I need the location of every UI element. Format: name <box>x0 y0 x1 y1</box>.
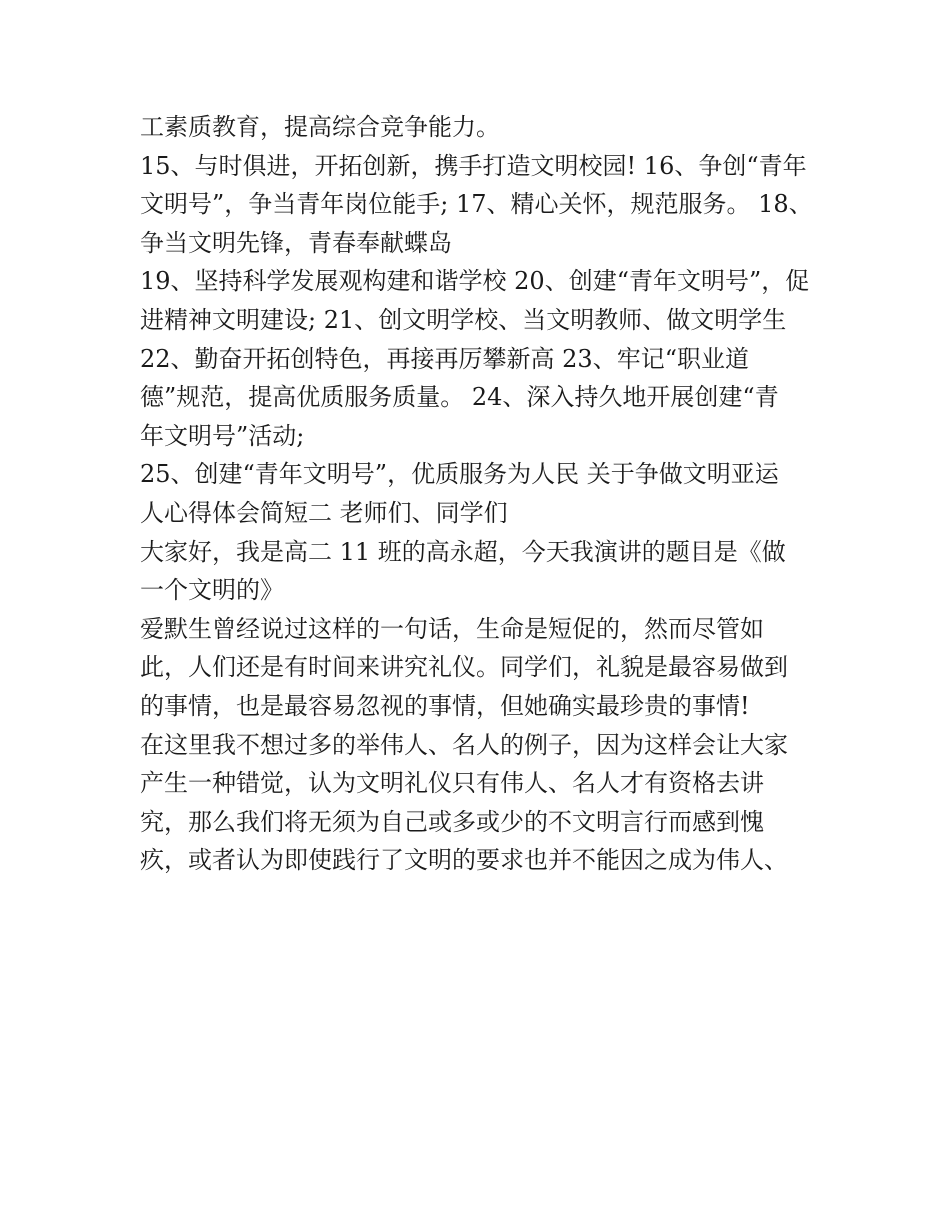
text-line: 22、勤奋开拓创特色，再接再厉攀新高 23、牢记“职业道 <box>140 344 749 373</box>
text-line: 25、创建“青年文明号”，优质服务为人民 关于争做文明亚运 <box>140 460 779 489</box>
text-line: 大家好，我是高二 11 班的高永超，今天我演讲的题目是《做 <box>140 537 786 566</box>
text-line: 一个文明的》 <box>140 576 284 605</box>
text-line: 文明号”，争当青年岗位能手; 17、精心关怀，规范服务。 18、 <box>140 190 813 219</box>
text-line: 争当文明先锋，青春奉献蝶岛 <box>140 228 452 257</box>
text-line: 进精神文明建设; 21、创文明学校、当文明教师、做文明学生 <box>140 305 787 334</box>
text-line: 疚，或者认为即使践行了文明的要求也并不能因之成为伟人、 <box>140 846 788 875</box>
text-line: 此，人们还是有时间来讲究礼仪。同学们，礼貌是最容易做到 <box>140 653 788 682</box>
text-line: 爱默生曾经说过这样的一句话，生命是短促的，然而尽管如 <box>140 614 764 643</box>
body-text <box>140 108 830 880</box>
text-line: 的事情，也是最容易忽视的事情，但她确实最珍贵的事情! <box>140 691 750 720</box>
text-line: 德”规范，提高优质服务质量。 24、深入持久地开展创建“青 <box>140 383 779 412</box>
text-line: 究，那么我们将无须为自己或多或少的不文明言行而感到愧 <box>140 807 764 836</box>
text-line: 19、坚持科学发展观构建和谐学校 20、创建“青年文明号”，促 <box>140 267 810 296</box>
text-line: 人心得体会简短二 老师们、同学们 <box>140 498 508 527</box>
text-line: 年文明号”活动; <box>140 421 305 450</box>
text-line: 产生一种错觉，认为文明礼仪只有伟人、名人才有资格去讲 <box>140 769 764 798</box>
text-line: 在这里我不想过多的举伟人、名人的例子，因为这样会让大家 <box>140 730 788 759</box>
text-line: 15、与时俱进，开拓创新，携手打造文明校园! 16、争创“青年 <box>140 151 807 180</box>
text-line: 工素质教育，提高综合竞争能力。 <box>140 113 500 141</box>
